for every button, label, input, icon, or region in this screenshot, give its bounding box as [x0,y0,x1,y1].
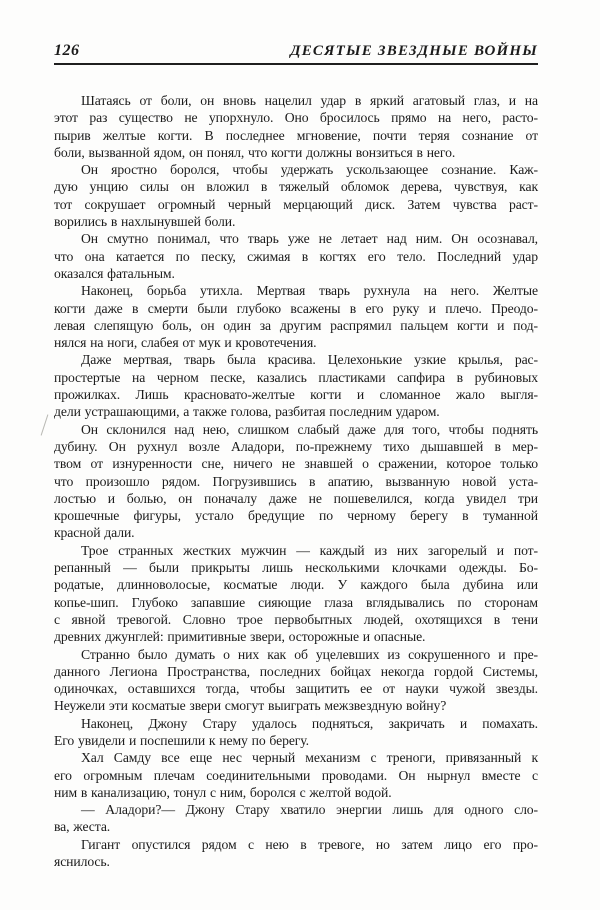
text-line: простертые на черном песке, казались пластиками сапфира в рубиновых [54,369,538,385]
text-line: дубину. Он рухнул возле Аладори, по-прежнему тихо дышавшей в мер- [54,438,538,454]
text-line: Трое странных жестких мужчин — каждый из них загорелый и пот- [81,542,538,558]
text-line: Наконец, борьба утихла. Мертвая тварь рухнула на него. Желтые [81,283,538,299]
text-block [54,92,538,870]
text-line: копье-шип. Глубоко запавшие сияющие глаза вглядывались по сторонам [54,594,538,610]
paragraph [54,646,538,715]
text-line: что она катается по песку, сжимая в когтях его тело. Последний удар [54,248,538,264]
text-line: этот раз существо не упорхнуло. Оно бросилось прямо на него, расто- [54,110,538,126]
text-line: ним в канализацию, тонул с ним, боролся с желтой водой. [54,784,392,800]
text-line: репанный — были прикрыты лишь несколькими клочками одежды. Бо- [54,560,538,576]
text-line: Даже мертвая, тварь была красива. Целехонькие узкие крылья, рас- [81,352,538,368]
text-line: красной дали. [54,525,135,541]
paragraph [54,421,538,542]
text-line: данного Легиона Пространства, последних бойцах некогда гордой Системы, [54,663,538,679]
scan-artifact-slash [41,414,49,435]
text-line: древних джунглей: примитивные звери, осторожные и опасные. [54,629,426,645]
text-line: одиночках, оставшихся тогда, чтобы защитить ее от науки чужой звезды. [54,681,538,697]
text-line: что произошло рядом. Погрузившись в апатию, вызванную новой уста- [54,473,538,489]
text-line: Хал Самду все еще нес черный механизм с треноги, привязанный к [81,750,538,766]
text-line: ворились в нахлынувшей боли. [54,214,236,230]
text-line: когти даже в смерти были глубоко всажены в его руку и плечо. Преодо- [54,300,538,316]
paragraph [54,230,538,282]
text-line: Странно было думать о них как об уцелевших из сокрушенного и пре- [81,646,538,662]
running-title: ДЕСЯТЫЕ ЗВЕЗДНЫЕ ВОЙНЫ [290,43,538,59]
text-line: — Аладори?— Джону Стару хватило энергии лишь для одного сло- [81,802,538,818]
paragraph [54,161,538,230]
paragraph [54,542,538,646]
text-line: Он смутно понимал, что тварь уже не летает над ним. Он осознавал, [81,231,538,247]
text-line: дую унцию силы он вложил в тяжелый обломок дерева, чувствуя, как [54,179,538,195]
page-number: 126 [54,42,80,59]
paragraph [54,836,538,871]
text-line: пырив желтые когти. В последнее мгновение, почти теряя сознание от [54,127,538,143]
text-line: левая слепящую боль, он один за другим распрямил пальцем когти и под- [54,317,538,333]
text-line: ва, жеста. [54,819,111,835]
text-line: Гигант опустился рядом с нею в тревоге, но затем лицо его про- [81,836,538,852]
paragraph [54,801,538,836]
text-line: родатые, длинноволосые, косматые люди. У каждого была дубина или [54,577,538,593]
text-line: лостью и болью, он поначалу даже не пошевелился, когда увидел три [54,490,538,506]
text-line: прожилках. Лишь красновато-желтые когти и сломанное жало выгля- [54,387,538,403]
text-line: тот сокрушает огромный черный мерцающий диск. Затем чувства раст- [54,196,538,212]
paragraph [54,715,538,750]
text-line: Наконец, Джону Стару удалось подняться, закричать и помахать. [81,715,538,731]
paragraph [54,749,538,801]
paragraph [54,92,538,161]
text-line: твом от изнуренности сне, ничего не знавшей о сражении, которое только [54,456,538,472]
text-line: Неужели эти косматые звери смогут выиграть межзвездную войну? [54,698,447,714]
text-line: Он яростно боролся, чтобы удержать ускользающее сознание. Каж- [81,162,538,178]
text-line: дели устрашающими, а также голова, разбитая последним ударом. [54,404,440,420]
text-line: оказался фатальным. [54,265,175,281]
running-header [54,42,538,65]
text-line: яснилось. [54,854,110,870]
text-line: Его увидели и поспешили к нему по берегу. [54,732,309,748]
text-line: с явной тревогой. Словно трое первобытных людей, охотящихся в тени [54,611,538,627]
text-line: его огромным плечам соединительными проводами. Он нырнул вместе с [54,767,538,783]
text-line: нялся на ноги, слабея от мук и кровотечения. [54,335,317,351]
text-line: боли, вызванной ядом, он понял, что когти должны вонзиться в него. [54,144,456,160]
paragraph [54,282,538,351]
text-line: Шатаясь от боли, он вновь нацелил удар в яркий агатовый глаз, и на [81,93,538,108]
text-line: крошечные фигуры, устало бредущие по черному берегу в туманной [54,508,538,524]
paragraph [54,351,538,420]
text-line: Он склонился над нею, слишком слабый даже для того, чтобы поднять [81,421,538,437]
